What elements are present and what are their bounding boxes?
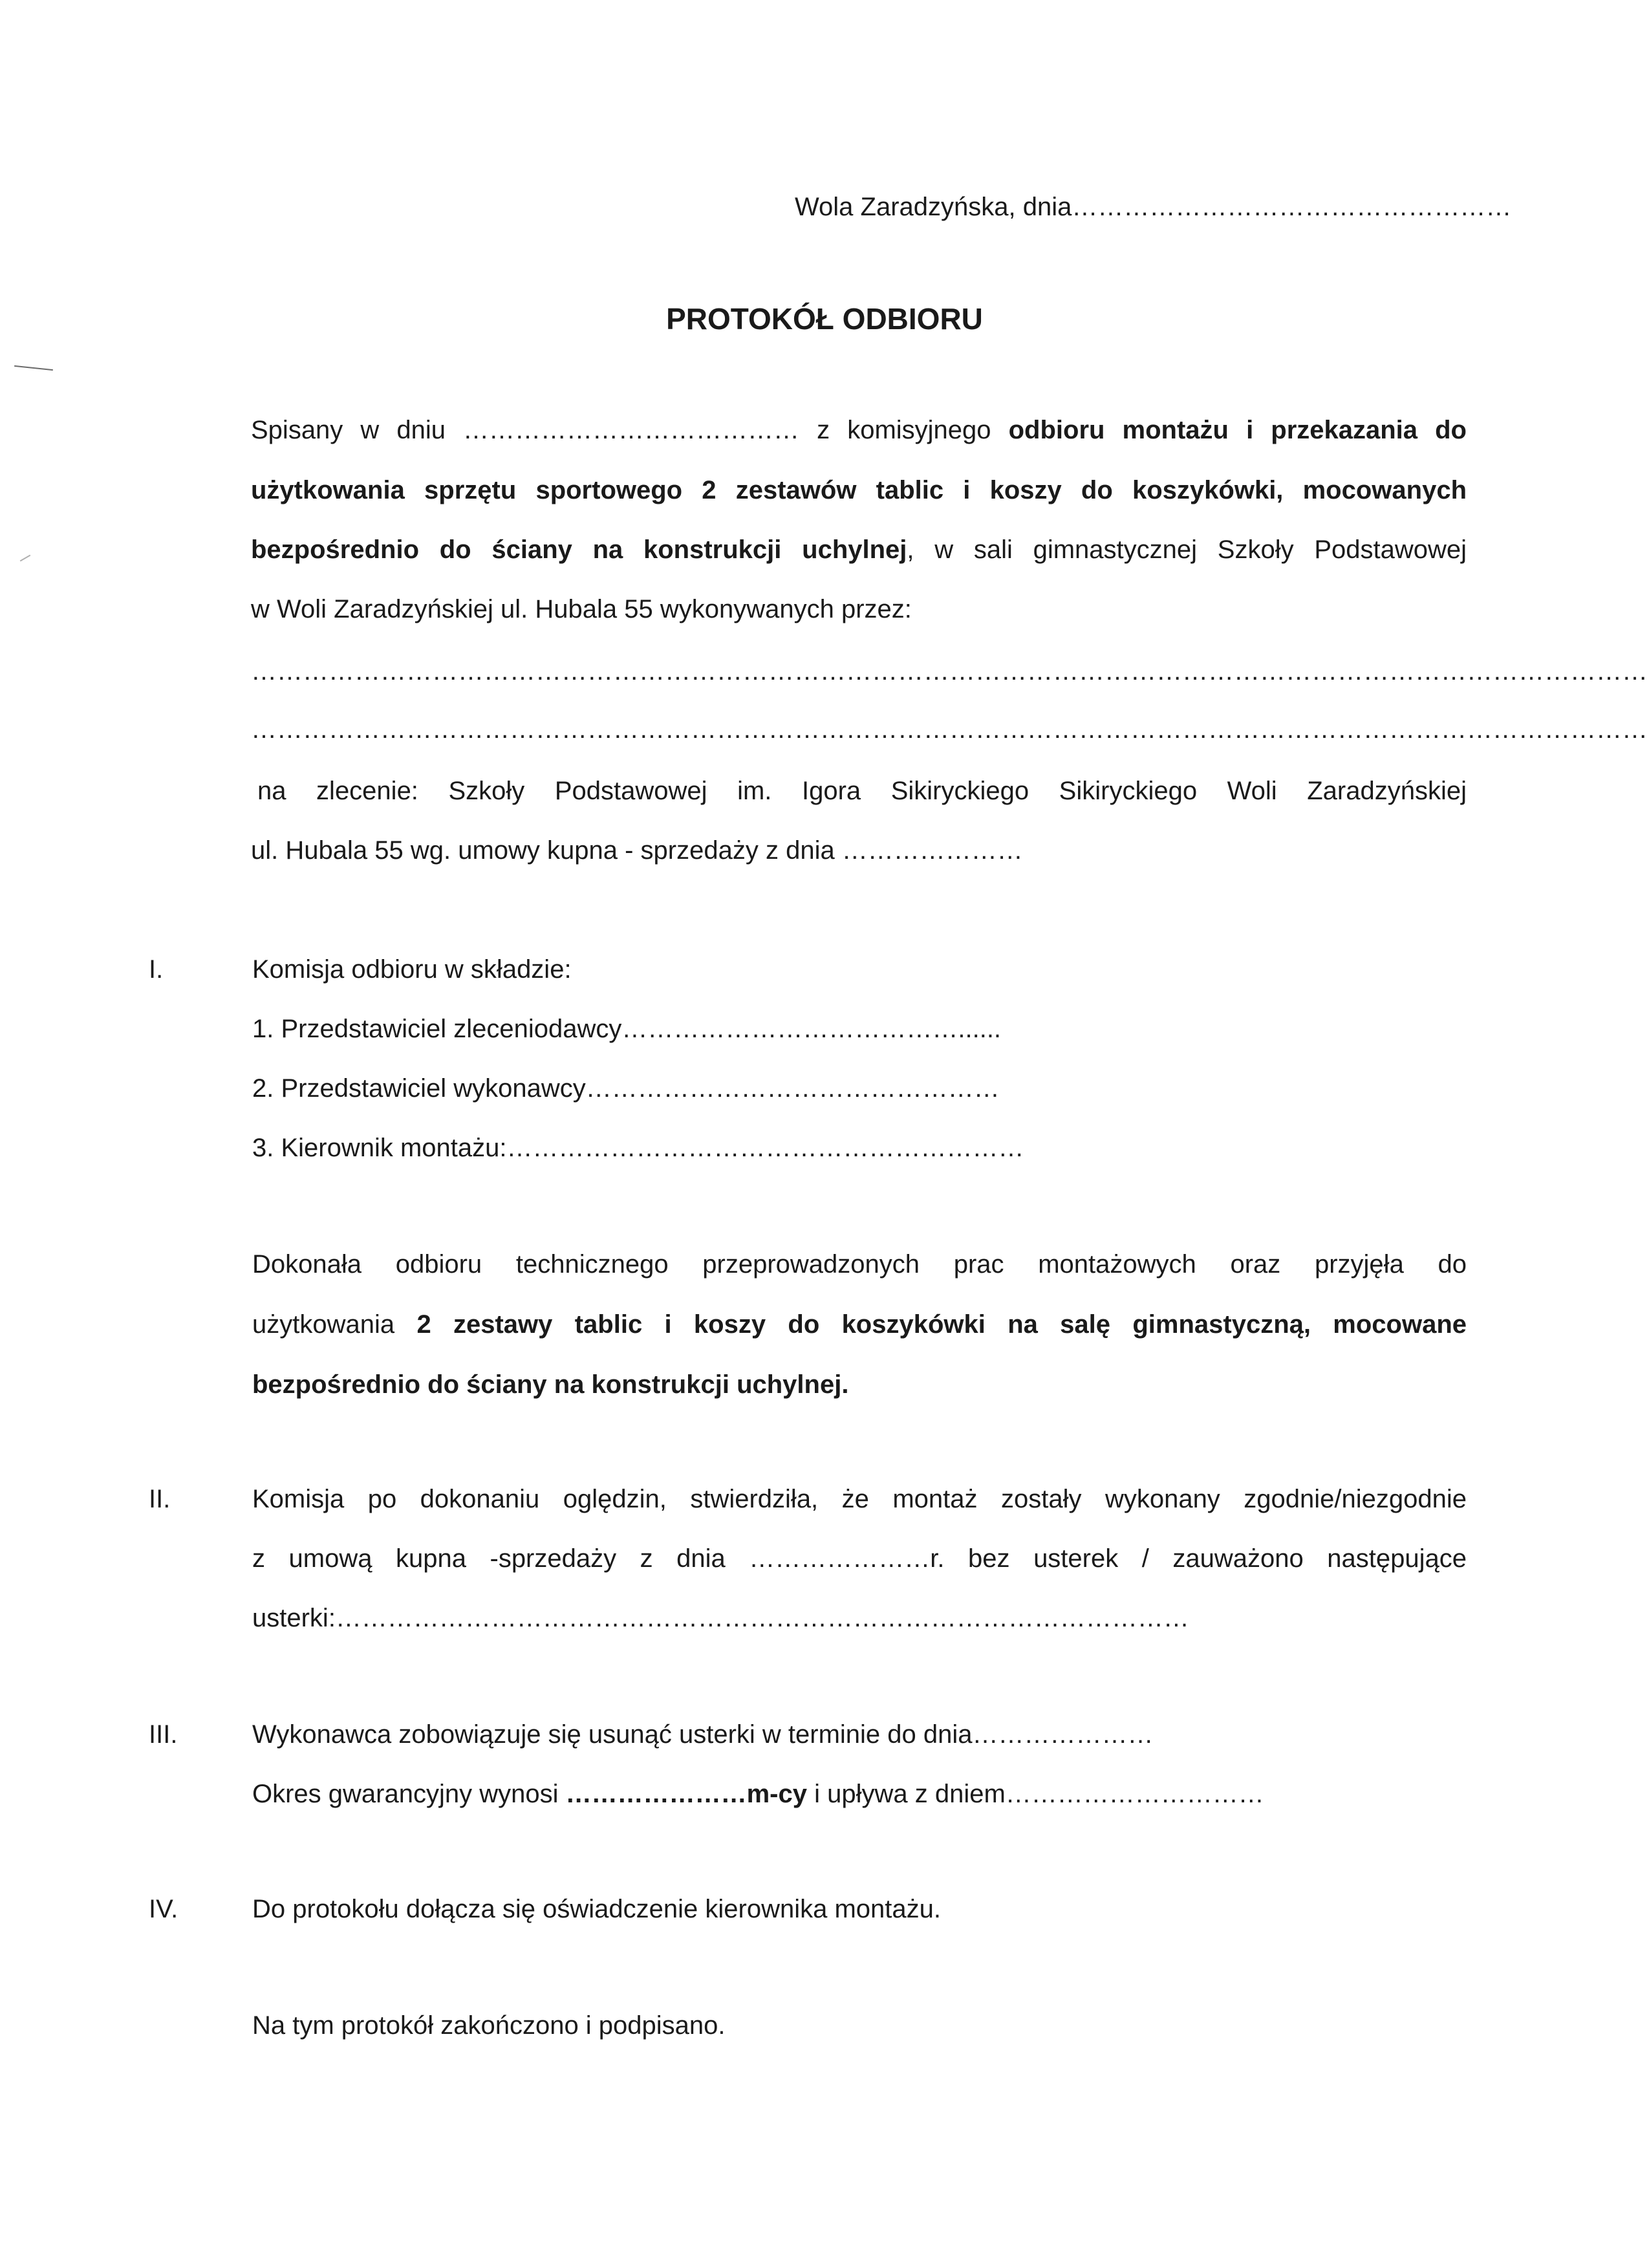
intro-line-1 bbox=[251, 412, 1467, 448]
section-1-number: I. bbox=[149, 955, 164, 984]
warranty-expiry: i upływa z dniem………………………… bbox=[807, 1780, 1264, 1808]
intro-line-6: ul. Hubala 55 wg. umowy kupna - sprzedaży z dnia ………………… bbox=[251, 836, 1023, 865]
section-1-para-line-3: bezpośrednio do ściany na konstrukcji uchylnej. bbox=[252, 1370, 849, 1399]
committee-item-2: 2. Przedstawiciel wykonawcy………………………………………… bbox=[252, 1074, 1000, 1103]
intro-line-3-text: , w sali gimnastycznej Szkoły Podstawowej bbox=[907, 535, 1467, 564]
intro-line-1-text: Spisany w dniu ………………………………… z komisyjnego bbox=[251, 416, 1009, 444]
page-title: PROTOKÓŁ ODBIORU bbox=[666, 302, 983, 336]
dotted-line-1: ……………………………………………………………………………………………………………………………………………… bbox=[251, 657, 1648, 686]
margin-scan-mark bbox=[14, 365, 53, 371]
section-2-line-1: Komisja po dokonaniu oględzin, stwierdziła, że montaż zostały wykonany zgodnie/niezgodnie bbox=[252, 1485, 1467, 1513]
section-3-number: III. bbox=[149, 1720, 178, 1749]
intro-line-4: w Woli Zaradzyńskiej ul. Hubala 55 wykonywanych przez: bbox=[251, 595, 912, 623]
warranty-months: …………………m-cy bbox=[565, 1780, 807, 1808]
committee-item-1: 1. Przedstawiciel zleceniodawcy…………………………………...... bbox=[252, 1015, 1002, 1043]
intro-line-3 bbox=[251, 532, 1467, 568]
intro-line-1-bold: odbioru montażu i przekazania do bbox=[1008, 416, 1467, 444]
section-1-heading: Komisja odbioru w składzie: bbox=[252, 955, 572, 984]
committee-item-3: 3. Kierownik montażu:…………………………………………………… bbox=[252, 1134, 1024, 1162]
warranty-label: Okres gwarancyjny wynosi bbox=[252, 1780, 566, 1808]
intro-line-3-bold: bezpośrednio do ściany na konstrukcji uchylnej bbox=[251, 535, 907, 564]
section-2-line-3: usterki:……………………………………………………………………………………… bbox=[252, 1604, 1189, 1632]
section-4-number: IV. bbox=[149, 1895, 178, 1923]
section-1-para-line-2 bbox=[252, 1306, 1467, 1343]
section-3-line-2 bbox=[252, 1776, 1264, 1812]
section-1-para-line-2-bold: 2 zestawy tablic i koszy do koszykówki na salę gimnastyczną, mocowane bbox=[416, 1310, 1467, 1339]
margin-scan-dash bbox=[20, 555, 31, 562]
closing-text: Na tym protokół zakończono i podpisano. bbox=[252, 2011, 726, 2040]
section-2-line-2: z umową kupna -sprzedaży z dnia …………………r. bez usterek / zauważono następujące bbox=[252, 1544, 1467, 1573]
section-1-para-line-2-text: użytkowania bbox=[252, 1310, 417, 1339]
dotted-line-2: ……………………………………………………………………………………………………………………………………………… bbox=[251, 715, 1648, 744]
section-2-number: II. bbox=[149, 1485, 171, 1513]
place-date: Wola Zaradzyńska, dnia…………………………………………… bbox=[795, 193, 1512, 221]
section-3-line-1: Wykonawca zobowiązuje się usunąć usterki w terminie do dnia………………… bbox=[252, 1720, 1154, 1749]
intro-line-5: na zlecenie: Szkoły Podstawowej im. Igora Sikiryckiego Sikiryckiego Woli Zaradzyńskiej bbox=[257, 777, 1467, 805]
section-4-line-1: Do protokołu dołącza się oświadczenie kierownika montażu. bbox=[252, 1895, 941, 1923]
section-1-para-line-1: Dokonała odbioru technicznego przeprowadzonych prac montażowych oraz przyjęła do bbox=[252, 1250, 1467, 1279]
intro-line-2: użytkowania sprzętu sportowego 2 zestawów tablic i koszy do koszykówki, mocowanych bbox=[251, 476, 1467, 504]
